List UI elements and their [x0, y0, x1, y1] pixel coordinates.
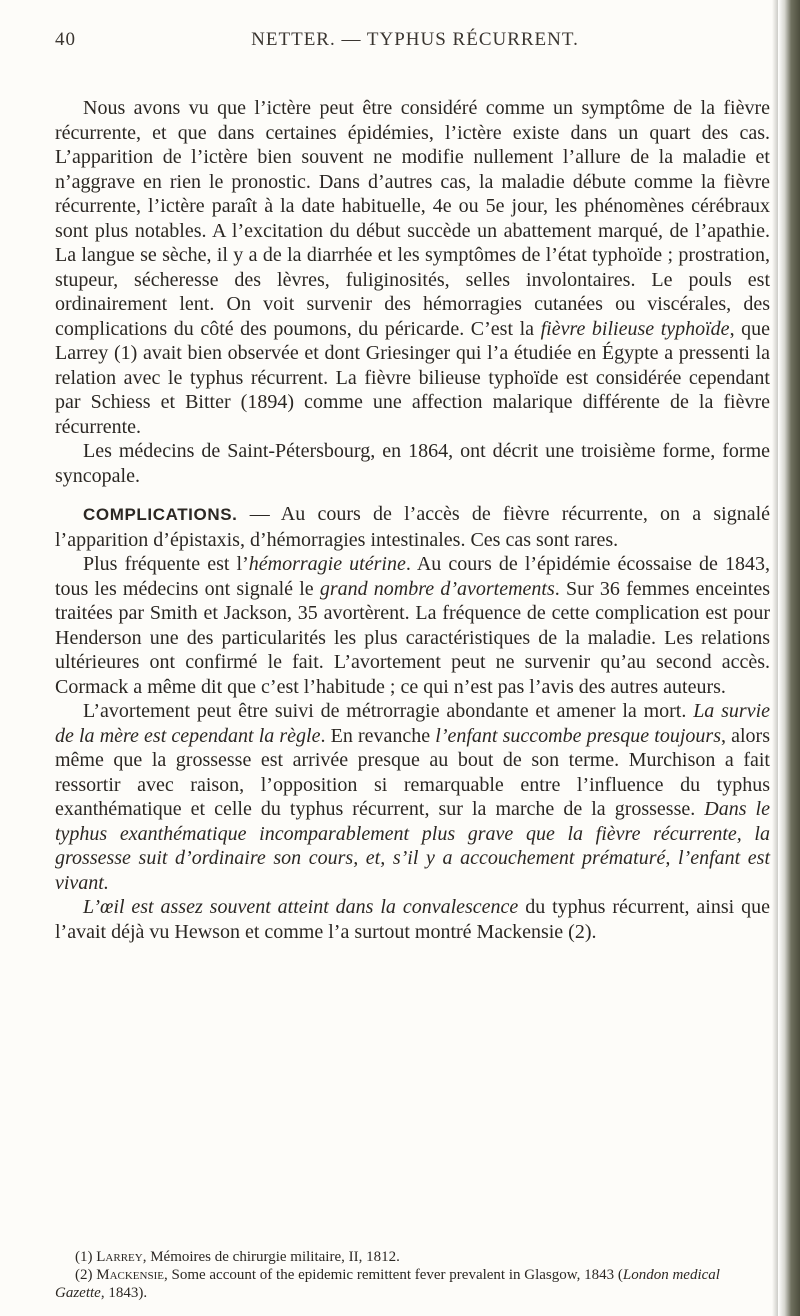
running-title: NETTER. — TYPHUS RÉCURRENT. — [251, 29, 579, 50]
footnote-2 — [55, 1266, 770, 1302]
footnotes — [55, 1248, 770, 1302]
footnote-2-text: , Some account of the epidemic remittent fever prevalent in Glasgow, 1843 ( — [163, 1267, 623, 1283]
paragraph-1-italic: fièvre bilieuse typhoïde — [540, 317, 730, 340]
paragraph-5 — [55, 699, 770, 895]
paragraph-5-italic-2: l’enfant succombe presque toujours — [435, 724, 721, 747]
paragraph-5-italic-1: La survie de la mère est cependant la règle — [55, 700, 771, 747]
body-text — [55, 96, 770, 944]
footnote-1-text: , Mémoires de chirurgie militaire, II, 1812. — [142, 1249, 400, 1265]
paragraph-6-italic: L’œil est assez souvent atteint dans la convalescence — [83, 896, 519, 918]
paragraph-4-a: Plus fréquente est l’ — [83, 553, 249, 575]
footnote-2-author: Mackensie — [96, 1267, 164, 1283]
paragraph-4-b: . Au cours de l’épidémie écossaise de 1843, tous les médecins ont signalé le — [55, 553, 770, 600]
paragraph-1-end: , que Larrey (1) avait bien observée et dont Griesinger qui l’a étudiée en Égypte a pressenti la relation avec le typhus récurrent. La fièvre bilieuse typhoïde est considérée cependant par Schiess et Bitter (1894) comme une affection malarique différente de la fièvre récurrente. — [55, 317, 770, 438]
paragraph-3-text: — Au cours de l’accès de fièvre récurrente, on a signalé l’apparition d’épistaxis, d’hémorragies intestinales. Ces cas sont rares. — [55, 503, 770, 551]
paragraph-6-b: du typhus récurrent, ainsi que l’avait déjà vu Hewson et comme l’a surtout montré Mackensie (2). — [55, 896, 770, 943]
paragraph-1 — [55, 96, 770, 439]
footnote-1-mark: (1) — [75, 1249, 93, 1265]
section-title: COMPLICATIONS. — [83, 505, 238, 524]
paragraph-5-a: L’avortement peut être suivi de métrorragie abondante et amener la mort. — [83, 700, 694, 722]
paragraph-2: Les médecins de Saint-Pétersbourg, en 1864, ont décrit une troisième forme, forme syncopale. — [55, 440, 770, 487]
paragraph-complications — [55, 502, 770, 552]
page-edge — [778, 0, 800, 1316]
paragraph-4-italic-1: hémorragie utérine — [248, 553, 406, 575]
paragraph-5-italic-3: Dans le typhus exanthématique incomparablement plus grave que la fièvre récurrente, la grossesse suit d’ordinaire son cours, et, s’il y a accouchement prématuré, l’enfant est vivant. — [55, 798, 770, 894]
paragraph-6 — [55, 895, 770, 944]
footnote-1 — [55, 1248, 770, 1266]
paragraph-5-c: , alors même que la grossesse est arrivée presque au bout de son terme. Murchison a fait ressortir avec raison, l’opposition si remarquable entre l’influence du typhus exanthématique et celle du typhus récurrent, sur la marche de la grossesse. — [55, 724, 771, 820]
paragraph-1-text: Nous avons vu que l’ictère peut être considéré comme un symptôme de la fièvre récurrente, et que dans certaines épidémies, l’ictère existe dans un quart des cas. L’apparition de l’ictère bien souvent ne modifie nullement l’allure de la maladie et n’aggrave en rien le pronostic. Dans d’autres cas, la maladie débute comme la fièvre récurrente, l’ictère paraît à la date habituelle, 4e ou 5e jour, les phénomènes cérébraux sont plus notables. A l’excitation du début succède un abattement marqué, de l’apathie. La langue se sèche, il y a de la diarrhée et les symptômes de l’état typhoïde ; prostration, stupeur, sécheresse des lèvres, fuliginosités, selles involontaires. Le pouls est ordinairement lent. On voit survenir des hémorragies cutanées ou viscérales, des complications du côté des poumons, du péricarde. C’est la — [55, 97, 770, 340]
paragraph-4-italic-2: grand nombre d’avortements — [319, 577, 555, 600]
paragraph-5-b: . En revanche — [320, 724, 436, 747]
running-header — [55, 23, 775, 53]
paragraph-4 — [55, 552, 770, 699]
footnote-2-end: , 1843). — [100, 1285, 148, 1301]
footnote-2-mark: (2) — [75, 1267, 93, 1283]
footnote-2-italic: London medical Gazette — [55, 1267, 720, 1301]
page-number: 40 — [55, 29, 76, 50]
paragraph-4-c: . Sur 36 femmes enceintes traitées par Smith et Jackson, 35 avortèrent. La fréquence de cette complication est pour Henderson une des particularités les plus caractéristiques de la maladie. Les relations ultérieures ont confirmé le fait. L’avortement peut ne survenir qu’au second accès. Cormack a même dit que c’est l’habitude ; ce qui n’est pas l’avis des autres auteurs. — [55, 577, 770, 698]
footnote-1-author: Larrey — [96, 1249, 143, 1265]
